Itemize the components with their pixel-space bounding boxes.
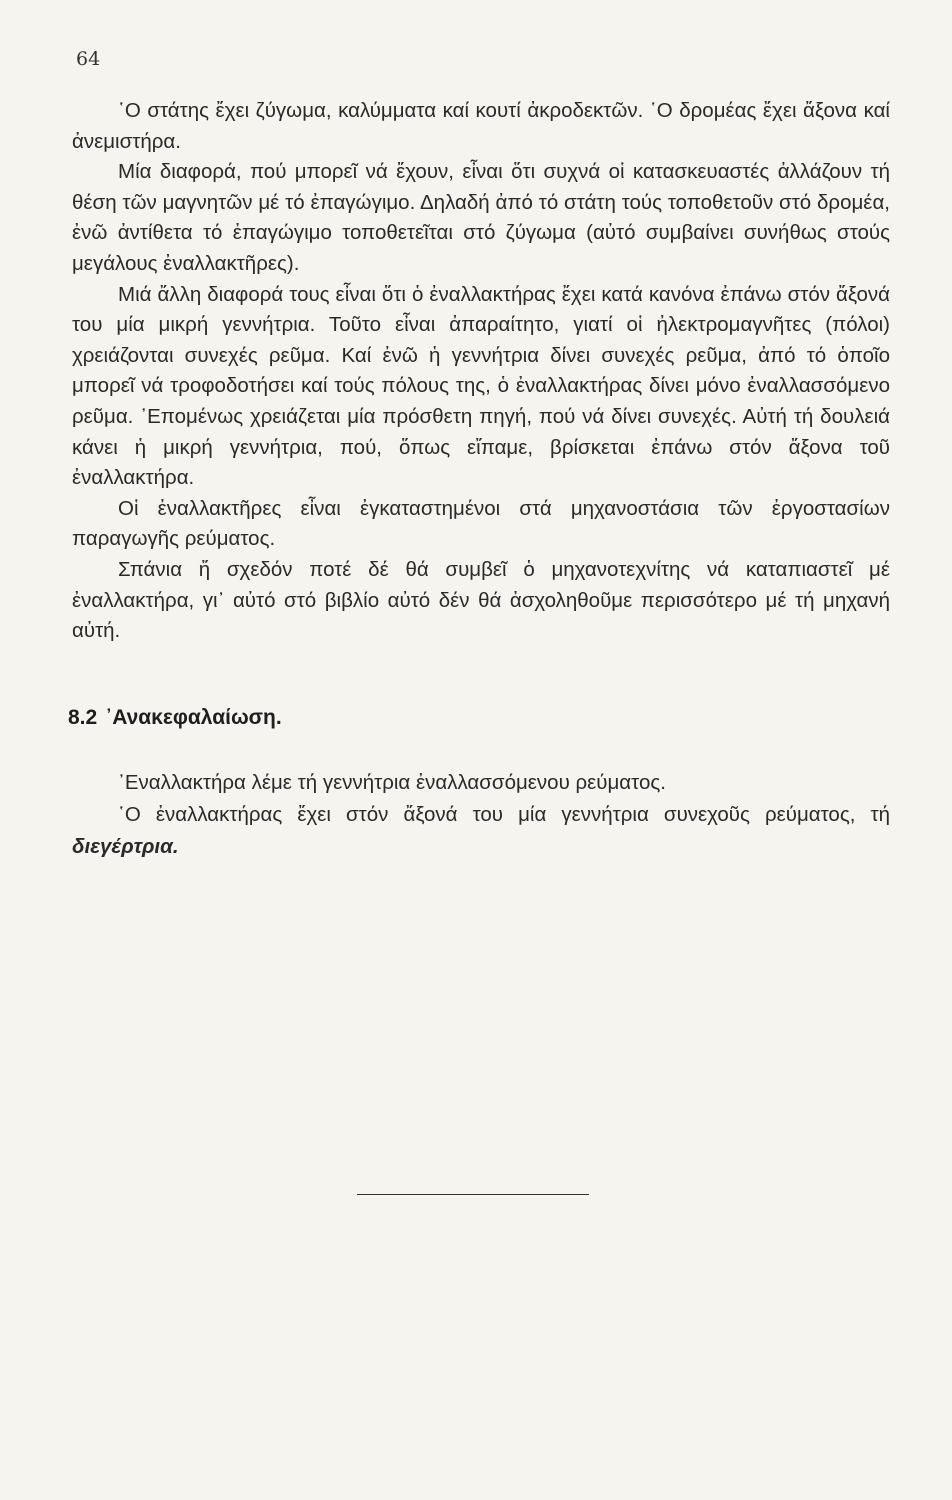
section-title: ᾿Ανακεφαλαίωση. <box>105 705 282 729</box>
summary-exciter-term: διεγέρτρια. <box>72 835 179 859</box>
paragraph-stator-rotor: ῾Ο στάτης ἔχει ζύγωμα, καλύμματα καί κουτί ἀκροδεκτῶν. ῾Ο δρομέας ἔχει ἄξονα καί ἀνεμιστήρα. <box>72 99 890 153</box>
section-number: 8.2 <box>68 705 98 729</box>
page-body <box>68 96 890 863</box>
footnote-divider <box>357 1194 589 1195</box>
paragraph-magnet-position: Μία διαφορά, πού μπορεῖ νά ἔχουν, εἶναι ὅτι συχνά οἱ κατασκευαστές ἀλλάζουν τή θέση τῶν μαγνητῶν μέ τό ἐπαγώγιμο. Δηλαδή ἀπό τό στάτη τούς τοποθετοῦν στό δρομέα, ἐνῶ ἀντίθετα τό ἐπαγώγιμο τοποθετεῖται στό ζύγωμα (αὐτό συμβαίνει συνήθως στούς μεγάλους ἐναλλακτῆρες). <box>72 160 890 275</box>
page-number: 64 <box>76 48 101 70</box>
summary-definition: ᾿Εναλλακτήρα λέμε τή γεννήτρια ἐναλλασσόμενου ρεύματος. <box>118 771 666 795</box>
section-heading <box>68 703 890 734</box>
summary-exciter-text: ῾Ο ἐναλλακτήρας ἔχει στόν ἄξονά του μία γεννήτρια συνεχοῦς ρεύματος, τή <box>118 803 890 827</box>
paragraph-rarely-used: Σπάνια ἤ σχεδόν ποτέ δέ θά συμβεῖ ὁ μηχανοτεχνίτης νά καταπιαστεῖ μέ ἐναλλακτήρα, γι᾿ αὐτό στό βιβλίο αὐτό δέν θά ἀσχοληθοῦμε περισσότερο μέ τή μηχανή αὐτή. <box>72 557 890 643</box>
paragraph-exciter-generator: Μιά ἄλλη διαφορά τους εἶναι ὅτι ὁ ἐναλλακτήρας ἔχει κατά κανόνα ἐπάνω στόν ἄξονά του μία μικρή γεννήτρια. Τοῦτο εἶναι ἀπαραίτητο, γιατί οἱ ἠλεκτρομαγνῆτες (πόλοι) χρειάζονται συνεχές ρεῦμα. Καί ἐνῶ ἡ γεννήτρια δίνει συνεχές ρεῦμα, ἀπό τό ὁποῖο μπορεῖ νά τροφοδοτήσει καί τούς πόλους της, ὁ ἐναλλακτήρας δίνει μόνο ἐναλλασσόμενο ρεῦμα. ᾿Επομένως χρειάζεται μία πρόσθετη πηγή, πού νά δίνει συνεχές. Αὐτή τή δουλειά κάνει ἡ μικρή γεννήτρια, πού, ὅπως εἴπαμε, βρίσκεται ἐπάνω στόν ἄξονα τοῦ ἐναλλακτήρα. <box>72 282 890 490</box>
summary-block <box>72 767 890 863</box>
paragraph-power-stations: Οἱ ἐναλλακτῆρες εἶναι ἐγκαταστημένοι στά μηχανοστάσια τῶν ἐργοστασίων παραγωγῆς ρεύματος. <box>72 496 890 551</box>
summary-exciter <box>72 799 890 863</box>
